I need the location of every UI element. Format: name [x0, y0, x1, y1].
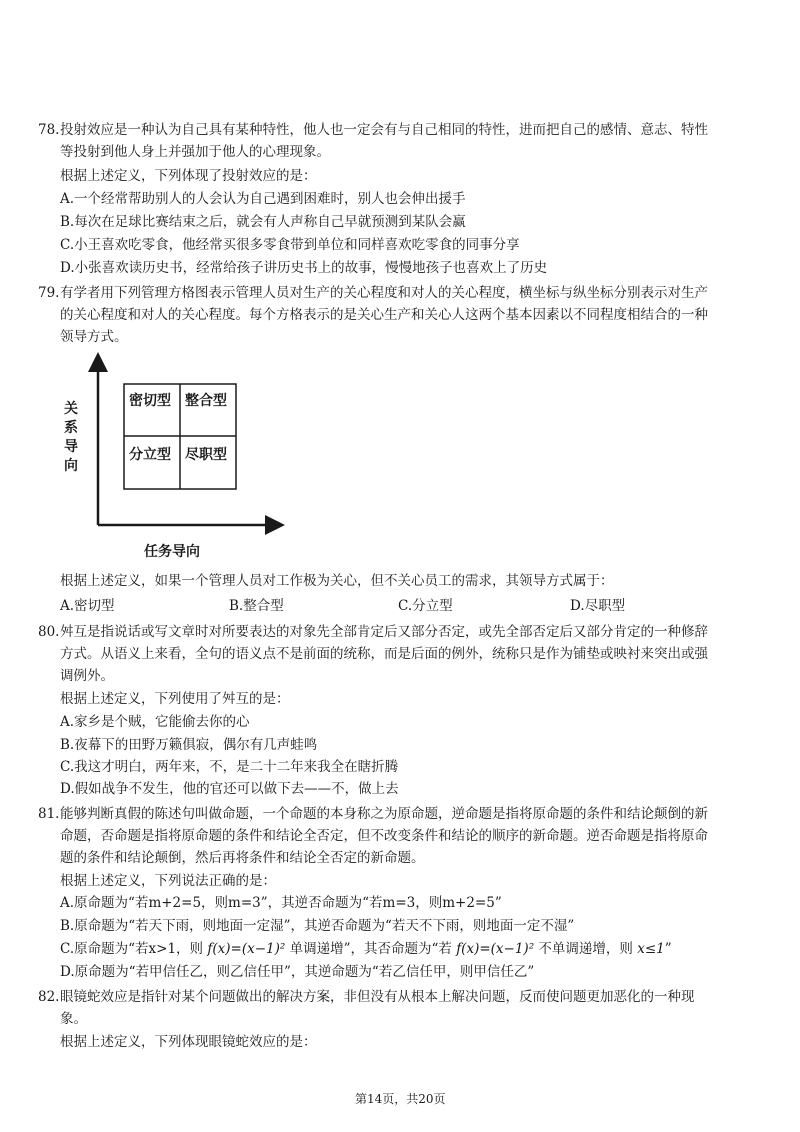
page-number-footer: 第14页，共20页: [355, 1092, 446, 1106]
question-number: 79.: [38, 285, 60, 301]
question-prompt: 根据上述定义，下列体现眼镜蛇效应的是：: [60, 1034, 317, 1050]
formula: x≤1: [637, 941, 665, 957]
question-number: 81.: [38, 806, 60, 822]
question-stem-line: 调例外。: [60, 668, 114, 684]
option-c: [60, 939, 672, 959]
question-stem-line: 命题，否命题是指将原命题的条件和结论全否定，但不改变条件和结论的顺序的新命题。逆否命题是指将原命: [60, 828, 708, 844]
question-stem-line: 等投射到他人身上并强加于他人的心理现象。: [60, 144, 330, 160]
question-prompt: 根据上述定义，下列说法正确的是：: [60, 873, 276, 889]
question-stem-line: 眼镜蛇效应是指针对某个问题做出的解决方案，非但没有从根本上解决问题，反而使问题更加恶化的一种现: [60, 989, 695, 1005]
option-d: D.假如战争不发生，他的官还可以做下去——不，做上去: [60, 781, 399, 797]
option-b: B.夜幕下的田野万籁俱寂，偶尔有几声蛙鸣: [60, 737, 318, 753]
option-c-text: 单调递增”，其否命题为“若: [289, 941, 452, 957]
y-axis-label-char: 向: [64, 458, 78, 474]
option-b: B.原命题为“若天下雨，则地面一定湿”，其逆否命题为“若天不下雨，则地面一定不湿”: [60, 918, 575, 934]
question-stem-line: 领导方式。: [60, 329, 128, 345]
option-c-text: ”: [664, 941, 672, 957]
option-c: C.分立型: [398, 598, 453, 614]
question-stem-line: 投射效应是一种认为自己具有某种特性，他人也一定会有与自己相同的特性，进而把自己的感情、意志、特性: [60, 122, 708, 138]
grid-cell-label: 整合型: [185, 393, 227, 409]
x-axis-label: 任务导向: [144, 544, 200, 560]
option-a: A.一个经常帮助别人的人会认为自己遇到困难时，别人也会伸出援手: [60, 191, 466, 207]
option-c: C.我这才明白，两年来，不，是二十二年来我全在瞎折腾: [60, 759, 399, 775]
question-stem-line: 方式。从语义上来看，全句的语义点不是前面的统称，而是后面的例外，统称只是作为铺垫或映衬来突出或强: [60, 646, 708, 662]
y-axis-label-char: 系: [64, 420, 78, 436]
question-stem-line: 题的条件和结论颠倒，然后再将条件和结论全否定的新命题。: [60, 850, 425, 866]
option-d: D.小张喜欢读历史书，经常给孩子讲历史书上的故事，慢慢地孩子也喜欢上了历史: [60, 260, 548, 276]
option-b: B.整合型: [229, 598, 284, 614]
formula: f(x)=(x−1)²: [207, 941, 286, 957]
option-b: B.每次在足球比赛结束之后，就会有人声称自己早就预测到某队会赢: [60, 214, 466, 230]
option-c-text: 不单调递增，则: [538, 941, 633, 957]
question-stem-line: 能够判断真假的陈述句叫做命题，一个命题的本身称之为原命题，逆命题是指将原命题的条件和结论颠倒的新: [60, 806, 708, 822]
option-c: C.小王喜欢吃零食，他经常买很多零食带到单位和同样喜欢吃零食的同事分享: [60, 237, 520, 253]
option-a: A.原命题为“若m+2=5，则m=3”，其逆否命题为“若m=3，则m+2=5”: [60, 895, 502, 911]
question-number: 80.: [38, 624, 60, 640]
option-a: A.家乡是个贼，它能偷去你的心: [60, 714, 250, 730]
question-stem-line: 象。: [60, 1011, 87, 1027]
grid-cell-label: 密切型: [129, 393, 171, 409]
grid-cell-label: 分立型: [129, 447, 171, 463]
formula: f(x)=(x−1)²: [456, 941, 535, 957]
question-prompt: 根据上述定义，下列使用了舛互的是：: [60, 691, 290, 707]
option-a: A.密切型: [60, 598, 115, 614]
option-d: D.原命题为“若甲信任乙，则乙信任甲”，其逆命题为“若乙信任甲，则甲信任乙”: [60, 964, 535, 980]
y-axis-label-char: 导: [64, 439, 78, 455]
option-c-text: C.原命题为“若x>1，则: [60, 941, 204, 957]
y-axis-label-char: 关: [64, 401, 78, 417]
question-prompt: 根据上述定义，如果一个管理人员对工作极为关心，但不关心员工的需求，其领导方式属于：: [60, 573, 614, 589]
question-prompt: 根据上述定义，下列体现了投射效应的是：: [60, 168, 317, 184]
question-stem-line: 的关心程度和对人的关心程度。每个方格表示的是关心生产和关心人这两个基本因素以不同程度相结合的一种: [60, 307, 708, 323]
question-number: 82.: [38, 989, 60, 1005]
grid-cell-label: 尽职型: [185, 447, 227, 463]
question-stem-line: 有学者用下列管理方格图表示管理人员对生产的关心程度和对人的关心程度，横坐标与纵坐标分别表示对生产: [60, 285, 708, 301]
question-number: 78.: [38, 122, 60, 138]
option-d: D.尽职型: [570, 598, 626, 614]
question-stem-line: 舛互是指说话或写文章时对所要表达的对象先全部肯定后又部分否定，或先全部否定后又部分肯定的一种修辞: [60, 624, 708, 640]
